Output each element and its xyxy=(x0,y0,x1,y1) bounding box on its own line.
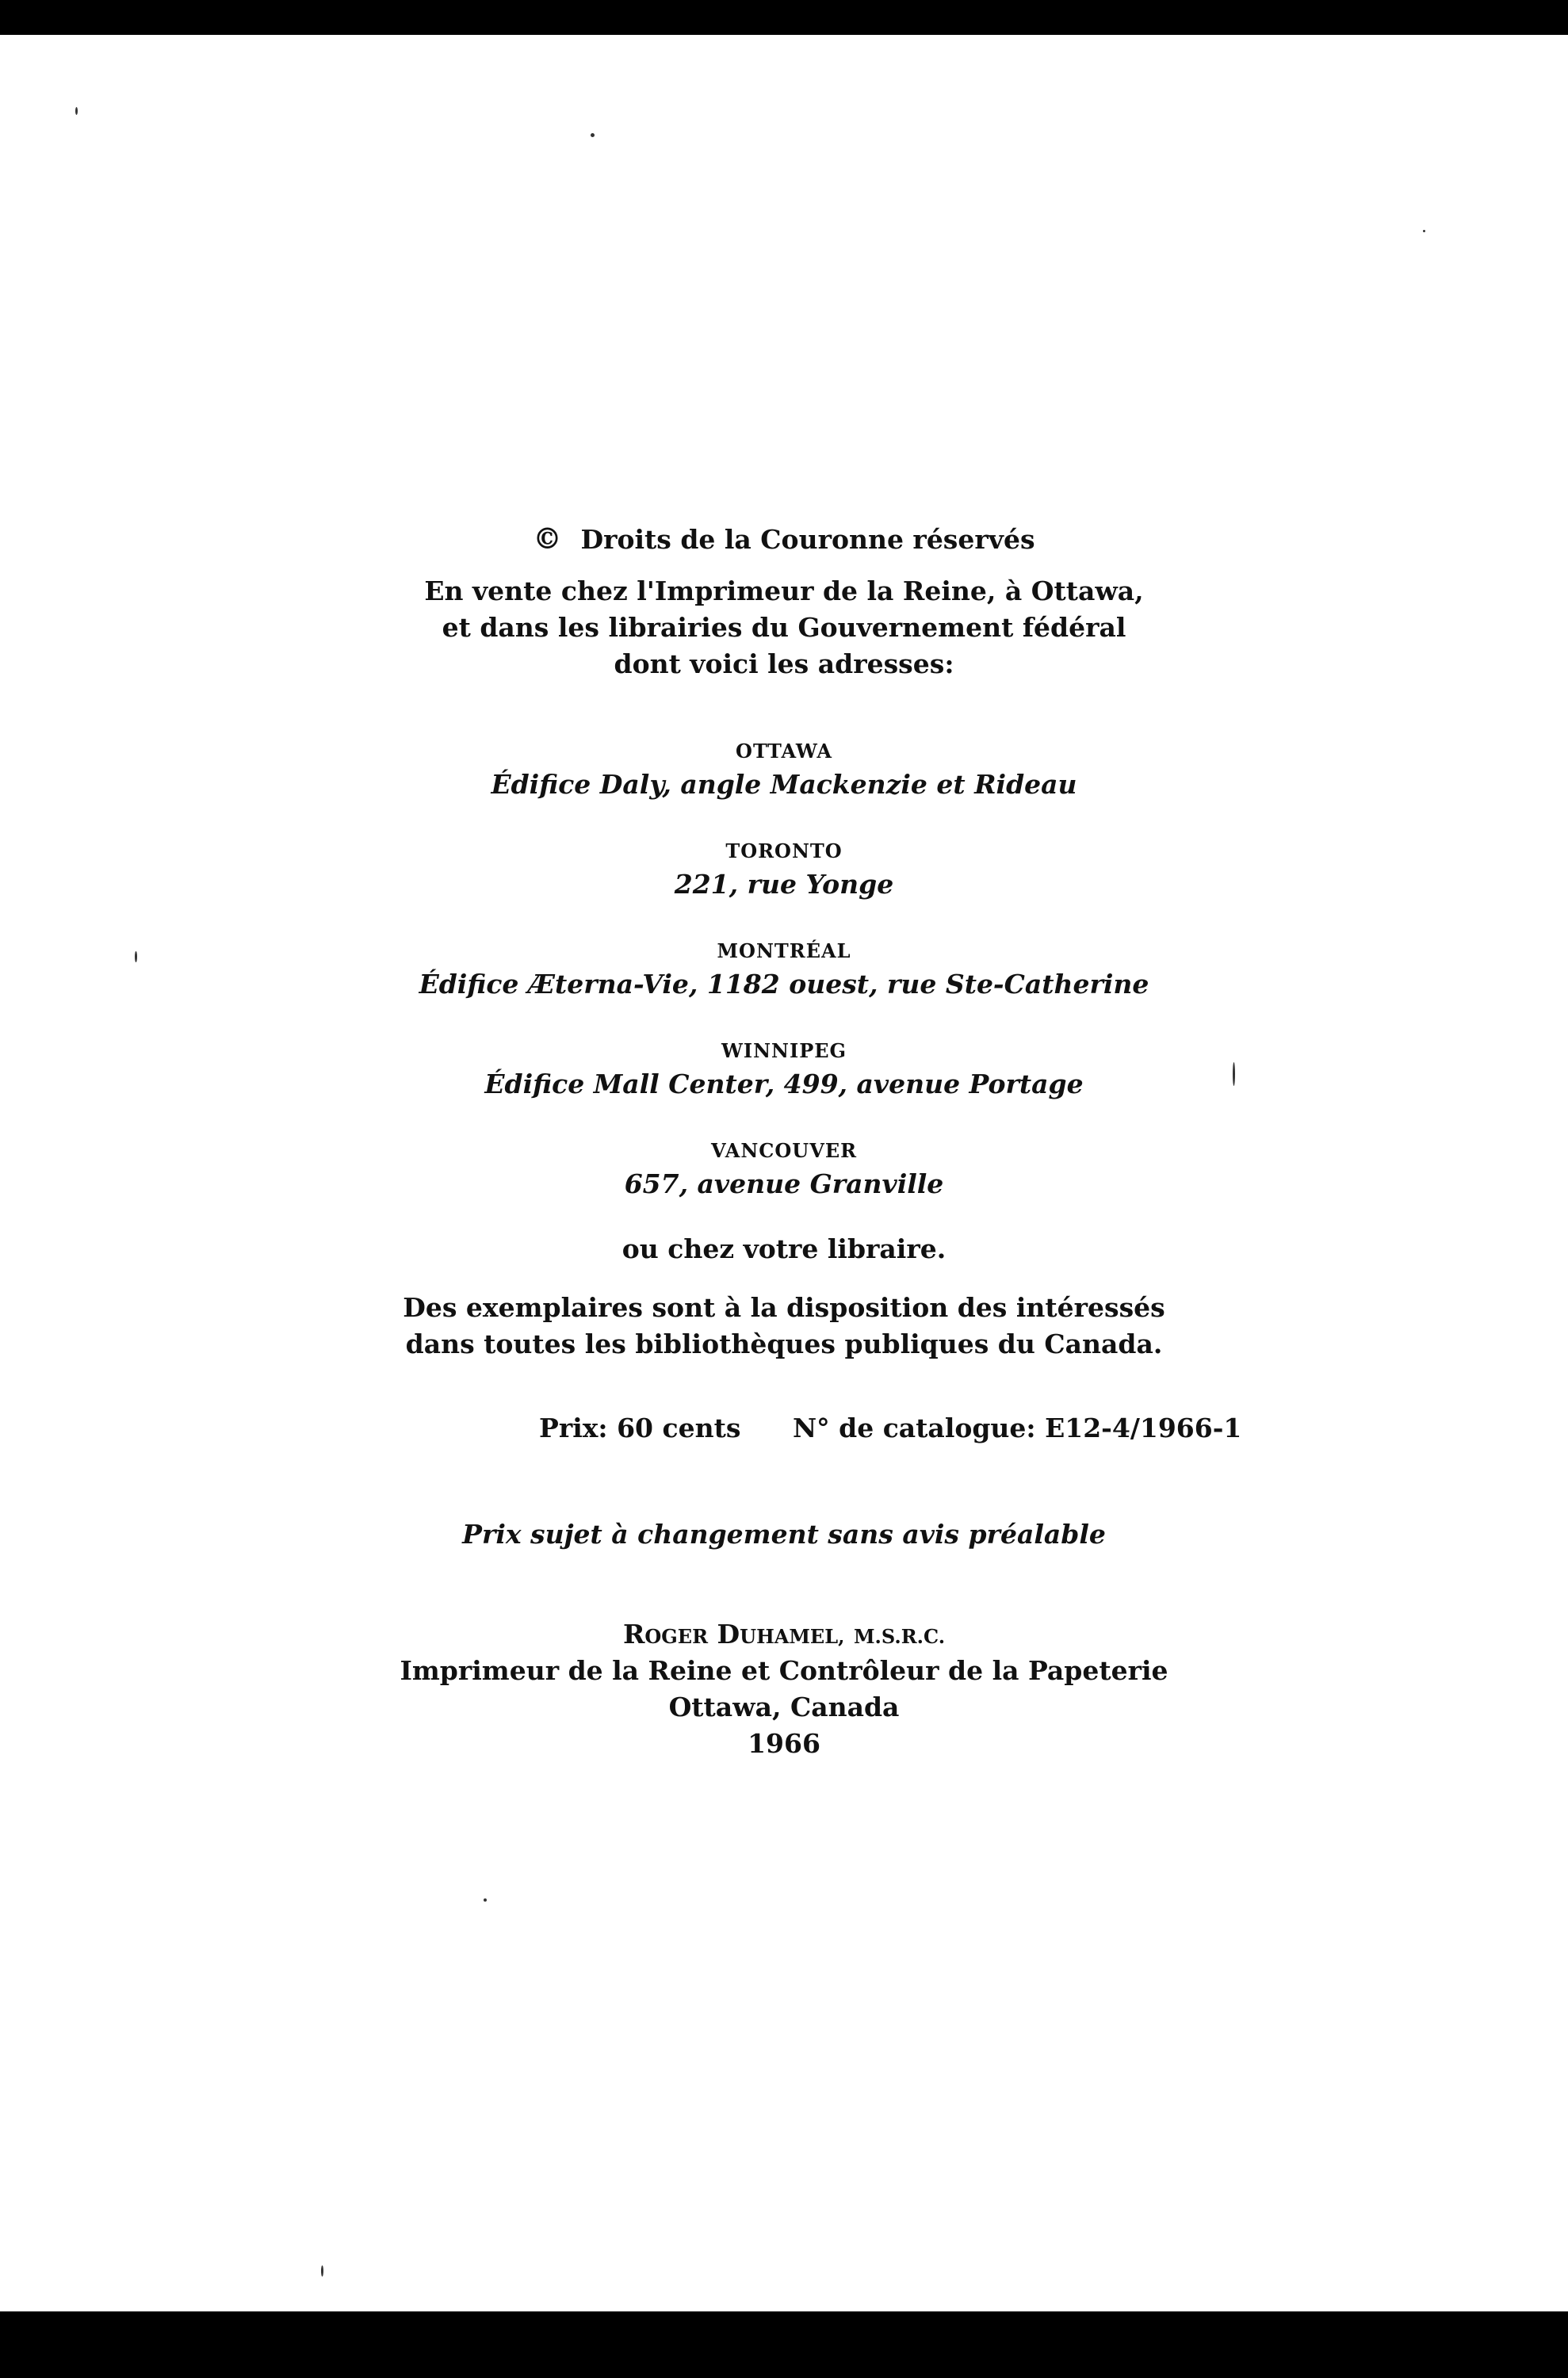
printer-credentials: M.S.R.C. xyxy=(853,1625,946,1648)
printer-first-initial: R xyxy=(622,1619,645,1650)
scan-border-bottom xyxy=(0,2311,1568,2378)
copies-note-line: dans toutes les bibliothèques publiques du Canada. xyxy=(405,1329,1163,1359)
bookstore-address: Édifice Æterna-Vie, 1182 ouest, rue Ste-Catherine xyxy=(419,969,1149,1000)
bookstore-address: Édifice Daly, angle Mackenzie et Rideau xyxy=(491,769,1077,800)
intro-line: dont voici les adresses: xyxy=(614,648,954,679)
bookstore-city: OTTAWA xyxy=(736,740,832,763)
intro-line: En vente chez l'Imprimeur de la Reine, à Ottawa, xyxy=(424,575,1144,606)
printer-name xyxy=(0,1619,1568,1653)
printer-title: Imprimeur de la Reine et Contrôleur de la Papeterie xyxy=(400,1655,1168,1686)
copyright-symbol: © xyxy=(533,522,562,556)
copies-note-line: Des exemplaires sont à la disposition des intéressés xyxy=(403,1292,1165,1323)
copyright-text: Droits de la Couronne réservés xyxy=(580,524,1035,555)
bookstore-city: TORONTO xyxy=(725,839,843,862)
bookstore-address: 221, rue Yonge xyxy=(674,869,894,900)
bookstore-address: 657, avenue Granville xyxy=(624,1168,944,1199)
bookstore-city: WINNIPEG xyxy=(721,1039,847,1062)
bookstore-city: MONTRÉAL xyxy=(717,939,851,962)
price-notice: Prix sujet à changement sans avis préalable xyxy=(462,1519,1106,1550)
printer-last-initial: D xyxy=(717,1619,740,1650)
intro-line: et dans les librairies du Gouvernement fédéral xyxy=(442,612,1126,643)
printer-year: 1966 xyxy=(748,1728,820,1759)
catalogue-number: N° de catalogue: E12-4/1966-1 xyxy=(793,1413,1242,1443)
printer-last-rest: UHAMEL, xyxy=(740,1625,845,1648)
price: Prix: 60 cents xyxy=(539,1413,741,1443)
bookstore-city: VANCOUVER xyxy=(710,1139,858,1162)
copyright-line xyxy=(0,523,1568,556)
or-bookseller: ou chez votre libraire. xyxy=(621,1233,947,1264)
price-row xyxy=(0,1413,1568,1444)
bookstore-address: Édifice Mall Center, 499, avenue Portage xyxy=(484,1069,1084,1099)
printer-place: Ottawa, Canada xyxy=(668,1692,900,1722)
printer-first-rest: OGER xyxy=(644,1625,709,1648)
